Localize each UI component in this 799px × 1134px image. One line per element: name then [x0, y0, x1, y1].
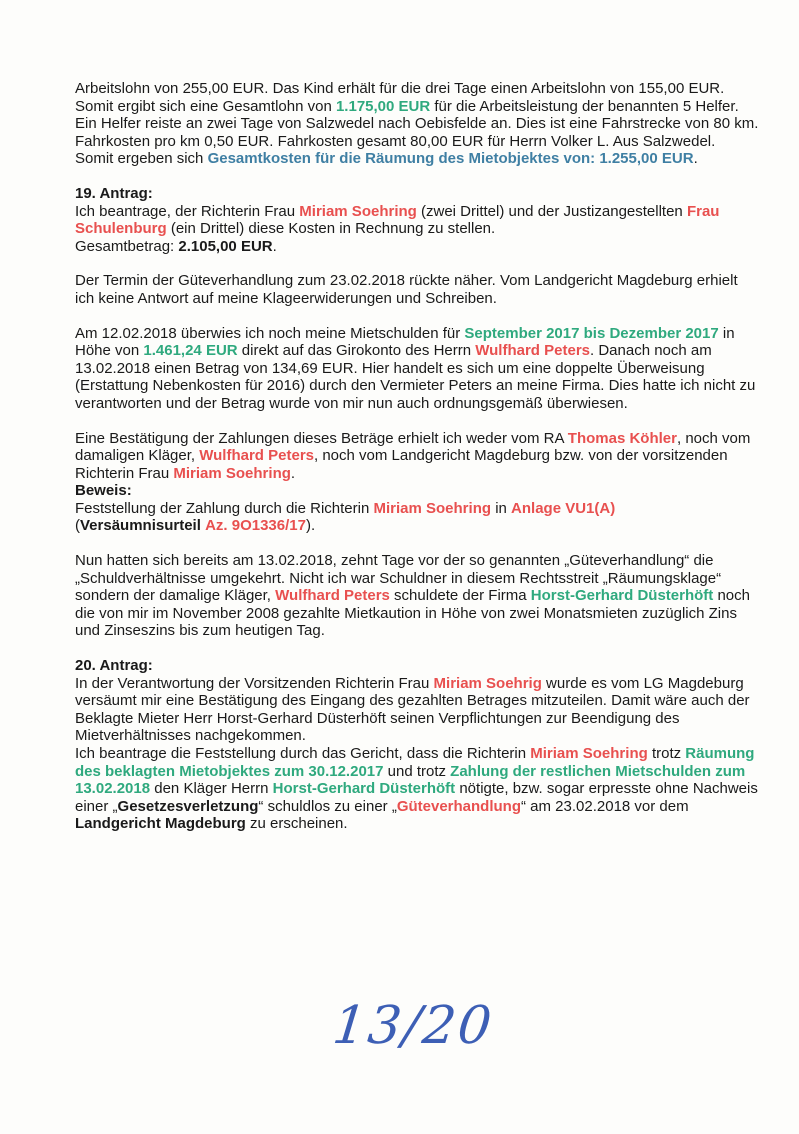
text: Gesamtbetrag: [75, 237, 179, 255]
heading-beweis: Beweis: [75, 482, 132, 500]
highlight-name: Thomas Köhler [567, 429, 677, 447]
text: zu erscheinen. [245, 815, 348, 833]
highlight-name: Miriam Soehring [299, 202, 417, 220]
text: direkt auf das Girokonto des Herrn [237, 342, 476, 360]
highlight-attachment: Anlage VU1(A) [511, 499, 616, 517]
text: Somit ergeben sich [75, 150, 208, 168]
text: Eine Bestätigung der Zahlungen dieses Beträge erhielt ich weder vom RA [75, 429, 568, 447]
text: schuldete der Firma [389, 587, 531, 605]
text: und trotz [383, 762, 451, 780]
handwritten-page-number: 13/20 [329, 996, 497, 1056]
text: . [272, 237, 277, 255]
text: ). [305, 517, 316, 535]
text: Arbeitslohn von 255,00 EUR. Das Kind erhält für die drei Tage einen Arbeitslohn von 155,00 EUR. [75, 80, 725, 97]
text: Somit ergibt sich eine Gesamtlohn von [75, 97, 336, 115]
heading-antrag-20: 20. Antrag: [75, 657, 153, 675]
text: für die Arbeitsleistung der benannten 5 Helfer. Ein Helfer reiste an zwei Tage von Salzwedel nach Oebisfelde an. Dies ist eine Fahrstrecke von 80 km. Fahrkosten pro km 0,50 EUR. Fahrkosten gesamt 80,00 EUR für Herrn Volker L. Aus Salzwedel. [75, 97, 759, 150]
text: Ich beantrage die Feststellung durch das Gericht, dass die Richterin [75, 745, 531, 762]
text: Nun hatten sich bereits am 13.02.2018, zehnt Tage vor der so genannten „Güteverhandlung“ die „Schuldverhältnisse umgekehrt. Nicht ich war Schuldner in diesem Rechtsstreit „Räumungsklage“ sondern der damalige Kläger, [75, 552, 722, 605]
text: “ am 23.02.2018 vor dem [521, 797, 689, 815]
text: noch die von mir im November 2008 gezahlte Mietkaution in Höhe von zwei Monatsmieten zuzüglich Zins und Zinseszins bis zum heutigen Tag. [75, 587, 750, 640]
paragraph-debt-reversal [75, 552, 759, 640]
bold-term: Gesetzesverletzung [117, 797, 259, 815]
paragraph-antrag-19 [75, 185, 759, 255]
court-name: Landgericht Magdeburg [75, 815, 246, 833]
text: . [290, 464, 296, 482]
highlight-name: Miriam Soehring [530, 745, 648, 762]
highlight-amount: 1.461,24 EUR [143, 342, 238, 360]
highlight-company: Horst-Gerhard Düsterhöft [530, 587, 714, 605]
heading-antrag-19: 19. Antrag: [75, 184, 153, 202]
text: in Höhe von [75, 324, 735, 360]
total-amount: 2.105,00 EUR [178, 237, 273, 255]
text: trotz [647, 745, 686, 762]
highlight-name: Frau Schulenburg [75, 202, 720, 238]
highlight-name: Wulfhard Peters [475, 342, 590, 360]
text: Feststellung der Zahlung durch die Richterin [75, 499, 374, 517]
highlight-total-costs: Gesamtkosten für die Räumung des Mietobjektes von: 1.255,00 EUR [207, 150, 694, 168]
text: in [491, 499, 512, 517]
paragraph-confirmation [75, 430, 759, 536]
paragraph-termin: Der Termin der Güteverhandlung zum 23.02.2018 rückte näher. Vom Landgericht Magdeburg erhielt ich keine Antwort auf meine Klageerwiderungen und Schreiben. [75, 272, 738, 307]
judgment-label: Versäumnisurteil [80, 517, 201, 535]
highlight-name: Miriam Soehrig [433, 674, 542, 692]
text: ( [75, 517, 80, 535]
text: “ schuldlos zu einer „ [258, 797, 397, 815]
text: , noch vom Landgericht Magdeburg bzw. von der vorsitzenden Richterin Frau [75, 447, 728, 482]
highlight-term: Güteverhandlung [396, 797, 522, 815]
highlight-name: Horst-Gerhard Düsterhöft [272, 780, 456, 798]
paragraph-payment [75, 325, 759, 413]
text: wurde es vom LG Magdeburg versäumt mir eine Bestätigung des Eingang des gezahlten Betrages mitzuteilen. Damit wäre auch der Beklagte Mieter Herr Horst-Gerhard Düsterhöft seinen Verpflichtungen zur Beendigung des Mietverhältnisses nachgekommen. [75, 674, 750, 745]
text: (zwei Drittel) und der Justizangestellten [416, 202, 687, 220]
text: . [693, 150, 698, 168]
text: In der Verantwortung der Vorsitzenden Richterin Frau [75, 674, 434, 692]
text: . Danach noch am 13.02.2018 einen Betrag von 134,69 EUR. Hier handelt es sich um eine doppelte Überweisung (Erstattung Nebenkosten für 2016) durch den Vermieter Peters an meine Firma. Dies hatte ich nicht zu verantworten und der Betrag wurde von mir nun auch ordnungsgemäß überwiesen. [75, 342, 756, 412]
highlight-name: Miriam Soehring [173, 464, 291, 482]
text: den Kläger Herrn [150, 780, 273, 798]
paragraph-costs [75, 80, 759, 168]
highlight-case-number: Az. 9O1336/17 [205, 517, 306, 535]
text: , noch vom damaligen Kläger, [75, 429, 751, 465]
highlight-period: September 2017 bis Dezember 2017 [464, 324, 719, 342]
highlight-clearance: Räumung des beklagten Mietobjektes zum 30.12.2017 [75, 745, 755, 780]
text: (ein Drittel) diese Kosten in Rechnung zu stellen. [166, 220, 496, 238]
paragraph-antrag-20 [75, 657, 759, 833]
text: Ich beantrage, der Richterin Frau [75, 202, 300, 220]
highlight-name: Wulfhard Peters [275, 587, 390, 605]
highlight-name: Miriam Soehring [373, 499, 492, 517]
highlight-name: Wulfhard Peters [199, 447, 314, 465]
highlight-payment: Zahlung der restlichen Mietschulden zum 13.02.2018 [75, 762, 746, 798]
text: Am 12.02.2018 überwies ich noch meine Mietschulden für [75, 324, 465, 342]
highlight-amount: 1.175,00 EUR [335, 97, 431, 115]
text: nötigte, bzw. sogar erpresste ohne Nachweis einer „ [75, 780, 758, 815]
